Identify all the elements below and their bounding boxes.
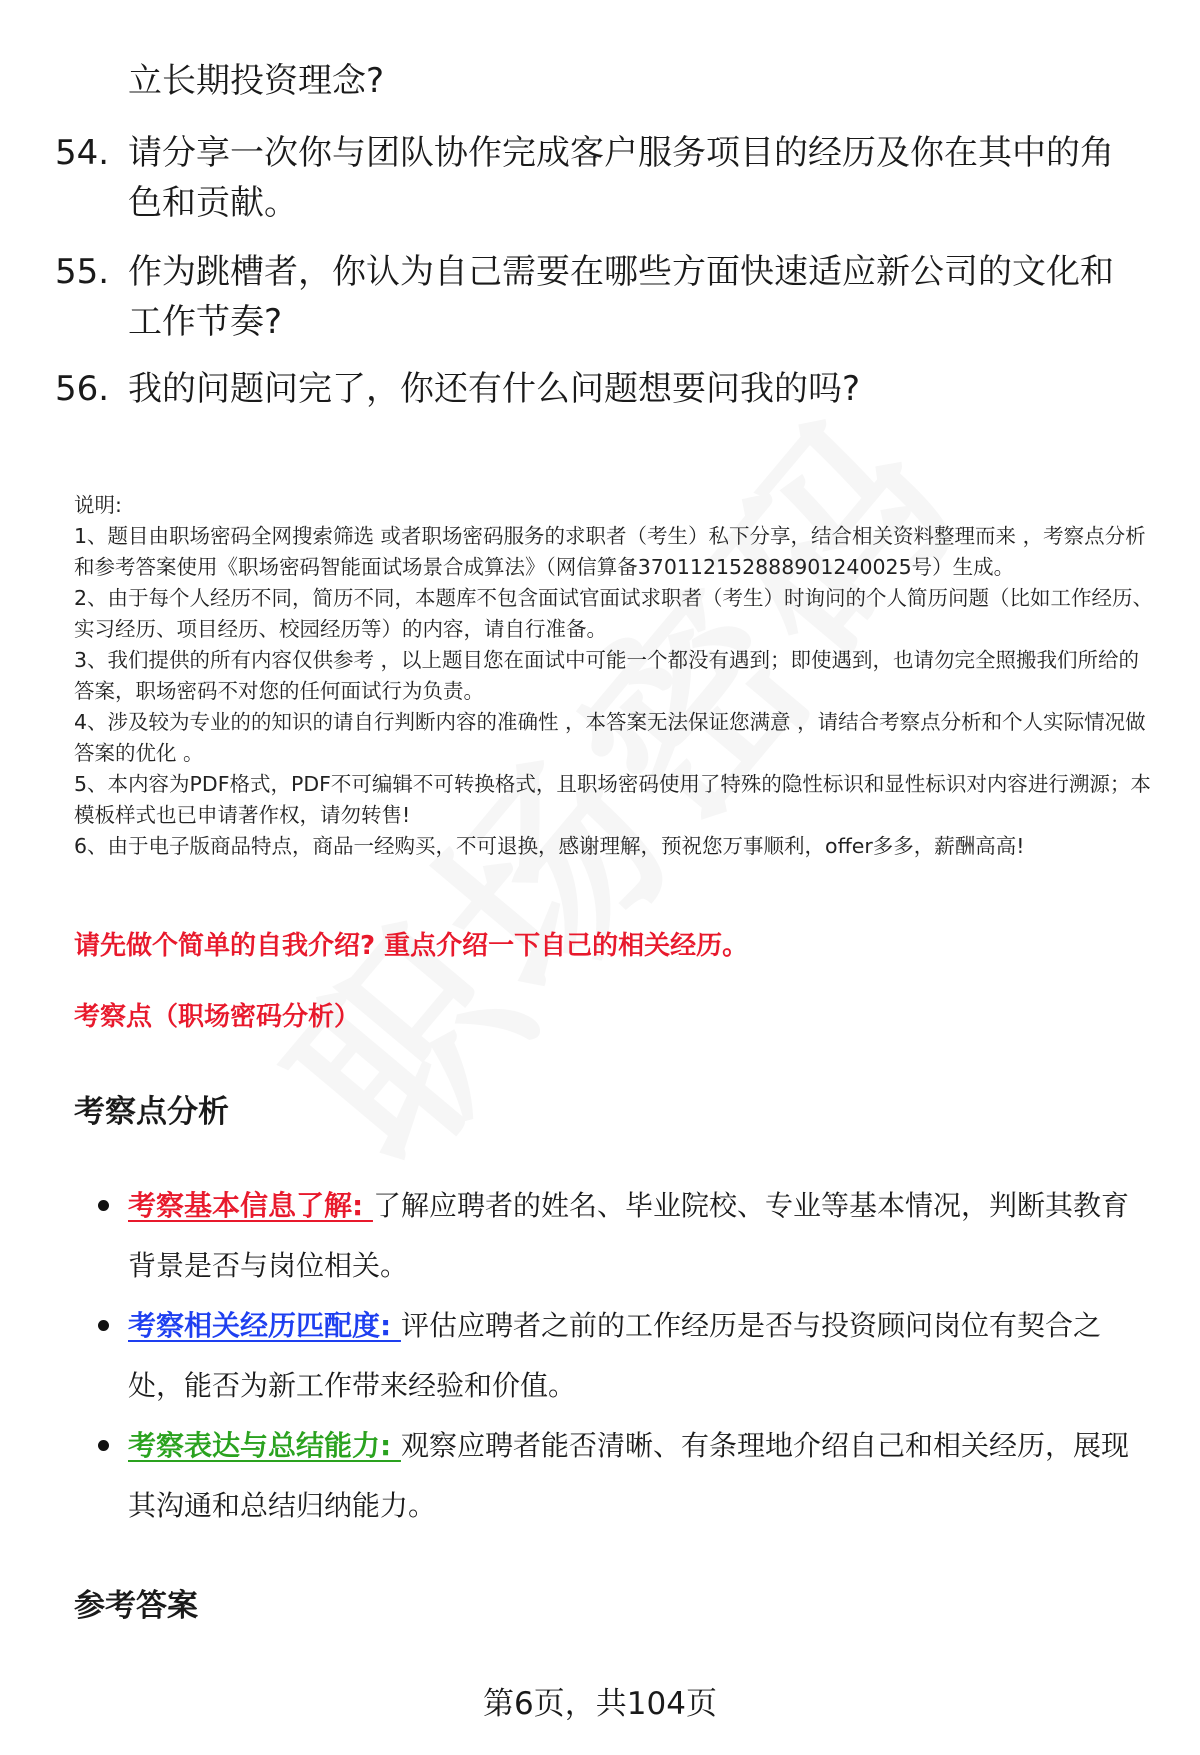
note-item: 4、涉及较为专业的的知识的请自行判断内容的准确性 ，本答案无法保证您满意 ，请结合考察点分析和个人实际情况做答案的优化 。 [74,710,1146,765]
notes-heading: 说明: [74,493,122,517]
analysis-key: 考察相关经历匹配度: [128,1309,401,1342]
note-item: 3、我们提供的所有内容仅供参考 ，以上题目您在面试中可能一个都没有遇到；即使遇到，也请勿完全照搬我们所给的答案，职场密码不对您的任何面试行为负责。 [74,648,1140,703]
analysis-item [92,1416,1152,1536]
analysis-item [92,1176,1152,1296]
question-55 [55,247,1145,347]
notes-section [74,490,1159,862]
bullet-icon [98,1320,109,1331]
note-item: 6、由于电子版商品特点，商品一经购买，不可退换，感谢理解，预祝您万事顺利，offer多多，薪酬高高! [74,834,1025,858]
analysis-key: 考察基本信息了解: [128,1189,373,1222]
note-item: 5、本内容为PDF格式，PDF不可编辑不可转换格式，且职场密码使用了特殊的隐性标识和显性标识对内容进行溯源；本模板样式也已申请著作权，请勿转售! [74,772,1151,827]
bullet-icon [98,1200,109,1211]
main-question: 请先做个简单的自我介绍? 重点介绍一下自己的相关经历。 [74,931,749,961]
question-number: 55. [55,252,110,292]
note-item: 2、由于每个人经历不同，简历不同，本题库不包含面试官面试求职者（考生）时询问的个人简历问题（比如工作经历、实习经历、项目经历、校园经历等）的内容，请自行准备。 [74,586,1154,641]
question-number: 56. [55,369,110,409]
analysis-text: 评估应聘者之前的工作经历是否与投资顾问岗位有契合之处，能否为新工作带来经验和价值。 [128,1309,1101,1402]
question-text: 请分享一次你与团队协作完成客户服务项目的经历及你在其中的角色和贡献。 [128,133,1114,223]
analysis-key: 考察表达与总结能力: [128,1429,401,1462]
question-54 [55,128,1145,228]
analysis-text: 观察应聘者能否清晰、有条理地介绍自己和相关经历，展现其沟通和总结归纳能力。 [128,1429,1129,1522]
answer-heading: 参考答案 [74,1588,198,1624]
question-53-continuation: 立长期投资理念? [128,61,385,101]
analysis-text: 了解应聘者的姓名、毕业院校、专业等基本情况，判断其教育背景是否与岗位相关。 [128,1189,1129,1282]
question-text: 我的问题问完了，你还有什么问题想要问我的吗? [128,369,861,409]
analysis-heading: 考察点分析 [74,1094,229,1130]
question-number: 54. [55,133,110,173]
focus-label: 考察点（职场密码分析） [74,1002,361,1032]
analysis-item [92,1296,1152,1416]
analysis-list [92,1176,1152,1536]
question-text: 作为跳槽者，你认为自己需要在哪些方面快速适应新公司的文化和工作节奏? [128,252,1114,342]
question-56 [55,364,1145,414]
bullet-icon [98,1440,109,1451]
note-item: 1、题目由职场密码全网搜索筛选 或者职场密码服务的求职者（考生）私下分享，结合相关资料整理而来 ，考察点分析和参考答案使用《职场密码智能面试场景合成算法》（网信算备370112152888901240025号）生成。 [74,524,1146,579]
page-footer: 第6页，共104页 [483,1686,717,1722]
